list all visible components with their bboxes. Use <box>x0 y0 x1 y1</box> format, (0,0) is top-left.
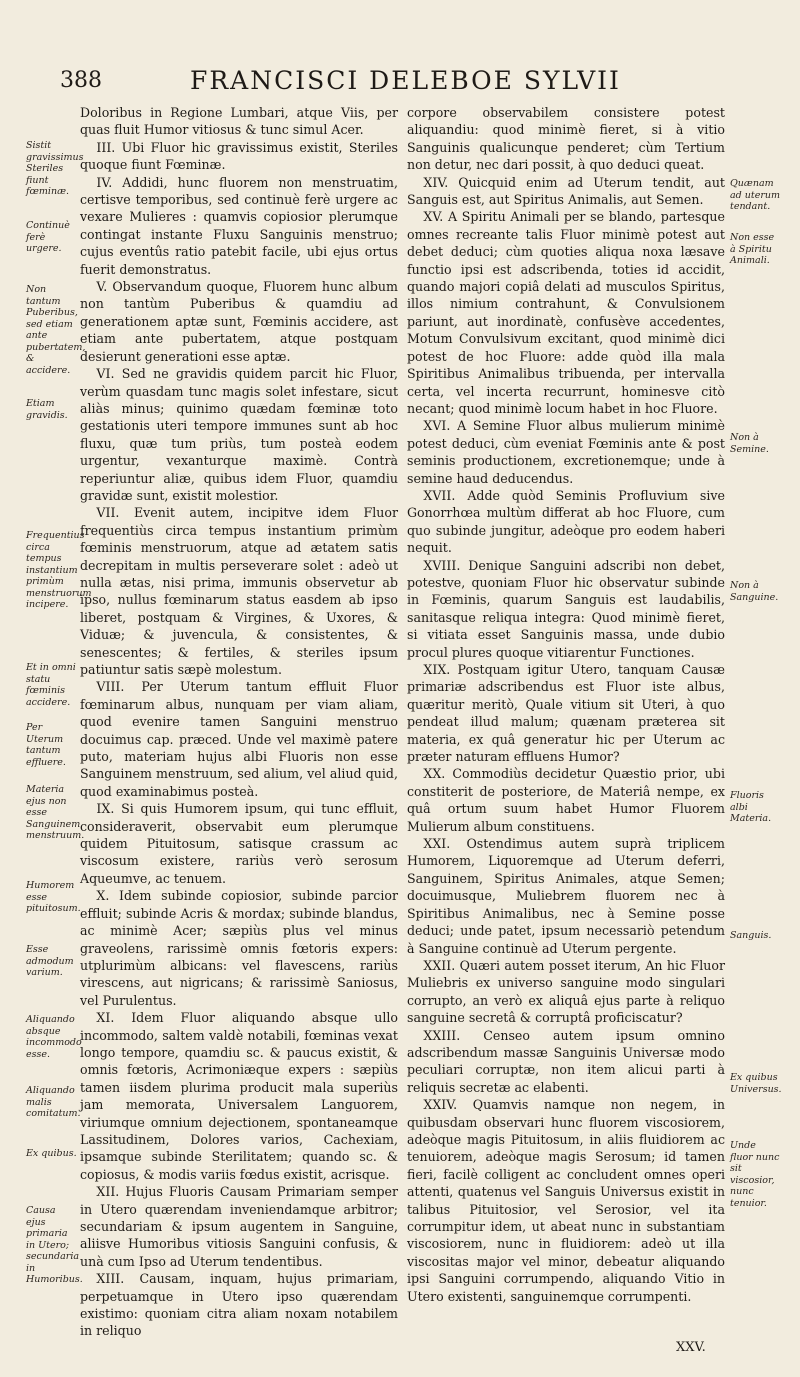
paragraph: XVIII. Denique Sanguini adscribi non debet, potestve, quoniam Fluor hic observatur subinde in Fœminis, quarum Sanguis est laudabilis, sanitasque reliqua integra: Quod minimè fieret, si vitiata esset Sanguinis massa, unde dubio procul plures quoque vitiarentur Functiones. <box>407 557 725 660</box>
margin-note: Et in omni statu fœminis accidere. <box>26 662 76 708</box>
paragraph: V. Observandum quoque, Fluorem hunc album non tantùm Puberibus & quamdiu ad generationem aptæ sunt, Fœminis accidere, ast etiam ante pubertatem, atque postquam desierunt generationi esse aptæ. <box>80 279 398 364</box>
paragraph: XIII. Causam, inquam, hujus primariam, perpetuamque in Utero ipso quærendam existimo: quoniam citra aliam noxam notabilem in reliquo <box>80 1271 398 1339</box>
paragraph: XXIV. Quamvis namque non negem, in quibusdam observari hunc fluorem viscosiorem, adeòque magis Pituitosum, in aliis fluidiorem ac tenuiorem, adeòque magis Serosum; id tamen fieri, facilè colligent ac concludent omnes operi attenti, quatenus vel Sanguis Universus existit in talibus Pituitosior, vel Serosior, vel ita corrumpitur idem, ut abeat nunc in substantiam viscosiorem, nunc in fluidiorem: adeò ut illa viscositas major vel minor, debeatur aliquando ipsi Sanguini corrumpendo, aliquando Vitio in Utero existenti, sanguinemque corrumpenti. <box>407 1097 725 1304</box>
margin-note: Frequentius circa tempus instantium primùm menstruorum incipere. <box>26 530 92 610</box>
margin-note: Aliquando absque incommodo esse. <box>26 1014 82 1060</box>
right-column <box>407 104 725 1305</box>
margin-note: Sistit gravissimus Steriles fiunt fœminæ. <box>26 140 84 197</box>
paragraph: IV. Addidi, hunc fluorem non menstruatim, certisve temporibus, sed continuè ferè urgere ac vexare Mulieres : quamvis copiosior plerumque contingat instante Fluxu Sanguinis menstruo; cujus eventûs ratio patebit facile, ubi ejus ortus fuerit demonstratus. <box>80 174 398 277</box>
running-head: FRANCISCI DELEBOE SYLVII <box>190 66 621 95</box>
paragraph: XIV. Quicquid enim ad Uterum tendit, aut Sanguis est, aut Spiritus Animalis, aut Semen. <box>407 174 725 208</box>
paragraph: XVII. Adde quòd Seminis Profluvium sive Gonorrhœa multùm differat ab hoc Fluore, cum quo subinde jungitur, adeòque pro eodem haberi nequit. <box>407 487 725 556</box>
paragraph: III. Ubi Fluor hic gravissimus existit, Steriles quoque fiunt Fœminæ. <box>80 139 398 173</box>
margin-note: Causa ejus primaria in Utero; secundaria in Humoribus. <box>26 1205 83 1285</box>
margin-note: Quænam ad uterum tendant. <box>730 178 780 212</box>
page-header <box>60 66 750 100</box>
margin-note: Aliquando malis comitatum. <box>26 1085 81 1119</box>
margin-note: Materia ejus non esse Sanguinem menstruum. <box>26 784 85 841</box>
margin-note: Etiam gravidis. <box>26 398 68 421</box>
margin-note: Fluoris albi Materia. <box>730 790 772 824</box>
margin-note: Esse admodum varium. <box>26 944 74 978</box>
paragraph: Doloribus in Regione Lumbari, atque Viis, per quas fluit Humor vitiosus & tunc simul Acer. <box>80 105 398 138</box>
paragraph: XXI. Ostendimus autem suprà triplicem Humorem, Liquoremque ad Uterum deferri, Sanguinem, Spiritus Animales, atque Semen; docuimusque, Muliebrem fluorem nec à Spiritibus Animalibus, nec à Semine posse deduci; unde patet, ipsum necessariò petendum à Sanguine continuè ad Uterum pergente. <box>407 836 725 956</box>
margin-note: Unde fluor nunc sit viscosior, nunc tenuior. <box>730 1140 780 1209</box>
left-column <box>80 104 398 1340</box>
paragraph: VII. Evenit autem, incipitve idem Fluor frequentiùs circa tempus instantium primùm fœminis menstruorum, atque ad ætatem satis decrepitam in multis perseverare solet : adeò ut nulla ætas, nisi prima, immunis observetur ab ipso, nullus fœminarum status easdem ab ipso liberet, postquam & Virgines, & Uxores, & Viduæ; & juvencula, & consistentes, & senescentes; & fertiles, & steriles ipsum patiuntur satis sæpè molestum. <box>80 505 398 677</box>
margin-note: Ex quibus Universus. <box>730 1072 782 1095</box>
paragraph: XX. Commodiùs decidetur Quæstio prior, ubi constiterit de posteriore, de Materiâ nempe, ex quâ ortum suum habet Humor Fluorem Mulierum album constituens. <box>407 766 725 834</box>
margin-note: Non à Semine. <box>730 432 769 455</box>
paragraph: XVI. A Semine Fluor albus mulierum minimè potest deduci, cùm eveniat Fœminis ante & post seminis productionem, excretionemque; unde à semine haud deducendus. <box>407 418 725 486</box>
page-number: 388 <box>60 68 102 93</box>
paragraph: corpore observabilem consistere potest aliquandiu: quod minimè fieret, si à vitio Sanguinis qualicunque penderet; cùm Tertium non detur, nec dari possit, à quo deduci queat. <box>407 105 725 173</box>
margin-note: Sanguis. <box>730 930 772 941</box>
paragraph: VI. Sed ne gravidis quidem parcit hic Fluor, verùm quasdam tunc magis solet infestare, sicut aliàs minus; quinimo quædam fœminæ toto gestationis uteri tempore immunes sunt ab hoc fluxu, quæ tum priùs, tum posteà eodem urgentur, vexanturque maximè. Contrà reperiuntur aliæ, quibus idem Fluor, quamdiu gravidæ sunt, existit molestior. <box>80 366 398 503</box>
margin-note: Ex quibus. <box>26 1148 77 1159</box>
paragraph: XXIII. Censeo autem ipsum omnino adscribendum massæ Sanguinis Universæ modo peculiari corruptæ, non item alicui parti à reliquis secretæ ac elabenti. <box>407 1027 725 1095</box>
margin-note: Non à Sanguine. <box>730 580 779 603</box>
margin-note: Continuè ferè urgere. <box>26 220 70 254</box>
paragraph: X. Idem subinde copiosior, subinde parcior effluit; subinde Acris & mordax; subinde blandus, ac minimè Acer; sæpiùs plus vel minus graveolens, rarissimè omnis fœtoris expers: utplurimùm albicans: vel flavescens, rariùs virescens, aut nigricans; & rarissimè Saniosus, vel Purulentus. <box>80 888 398 1008</box>
paragraph: XI. Idem Fluor aliquando absque ullo incommodo, saltem valdè notabili, fœminas vexat longo tempore, quamdiu sc. & paucus existit, & omnis fœtoris, Acrimoniæque expers : sæpiùs tamen iisdem plurima producit mala superiùs jam memorata, Universalem Languorem, viriumque omnium dejectionem, spontaneamque Lassitudinem, Dolores varios, Cachexiam, ipsamque subinde Sterilitatem; quando sc. & copiosus, & modis variis fœdus existit, acrisque. <box>80 1010 398 1182</box>
margin-note: Non tantum Puberibus, sed etiam ante pubertatem, & accidere. <box>26 284 86 376</box>
paragraph: XXII. Quæri autem posset iterum, An hic Fluor Muliebris ex universo sanguine modo singulari corrupto, an verò ex aliquâ ejus parte à reliquo sanguine secretâ & corruptâ proficiscatur? <box>407 957 725 1026</box>
margin-note: Humorem esse pituitosum. <box>26 880 81 914</box>
margin-note: Per Uterum tantum effluere. <box>26 722 66 768</box>
paragraph: XV. A Spiritu Animali per se blando, partesque omnes recreante talis Fluor minimè potest aut debet deduci; cùm quoties aliqua noxa læsave functio ipsi est adscribenda, toties id accidit, quando majori copiâ delati ad musculos Spiritus, illos nimium contrahunt, & Convulsionem pariunt, aut inordinatè, confusève accedentes, Motum Convulsivum excitant, quod minimè dici potest de hoc Fluore: adde quòd illa mala Spiritibus Animalibus tribuenda, per intervalla certa, vel incerta recurrunt, hominesve citò necant; quod minimè locum habet in hoc Fluore. <box>407 209 725 416</box>
paragraph: IX. Si quis Humorem ipsum, qui tunc effluit, consideraverit, observabit eum plerumque quidem Pituitosum, satisque crassum ac viscosum existere, rariùs verò serosum Aqueumve, ac tenuem. <box>80 801 398 886</box>
paragraph: VIII. Per Uterum tantum effluit Fluor fœminarum albus, nunquam per viam aliam, quod evenire tamen Sanguini menstruo docuimus cap. præced. Unde vel maximè patere puto, materiam hujus albi Fluoris non esse Sanguinem menstruum, sed alium, vel aliud quid, quod examinabimus posteà. <box>80 679 398 799</box>
paragraph: XIX. Postquam igitur Utero, tanquam Causæ primariæ adscribendus est Fluor iste albus, quæritur meritò, Quale vitium sit Uteri, à quo pendeat illud malum; quænam præterea sit materia, ex quâ generatur hic per Uterum ac præter naturam effluens Humor? <box>407 662 725 765</box>
catchword: XXV. <box>676 1340 706 1355</box>
margin-note: Non esse à Spiritu Animali. <box>730 232 775 266</box>
paragraph: XII. Hujus Fluoris Causam Primariam semper in Utero quærendam inveniendamque arbitror; secundariam & ipsum augentem in Sanguine, aliisve Humoribus vitiosis Sanguini confusis, & unà cum Ipso ad Uterum tendentibus. <box>80 1184 398 1269</box>
